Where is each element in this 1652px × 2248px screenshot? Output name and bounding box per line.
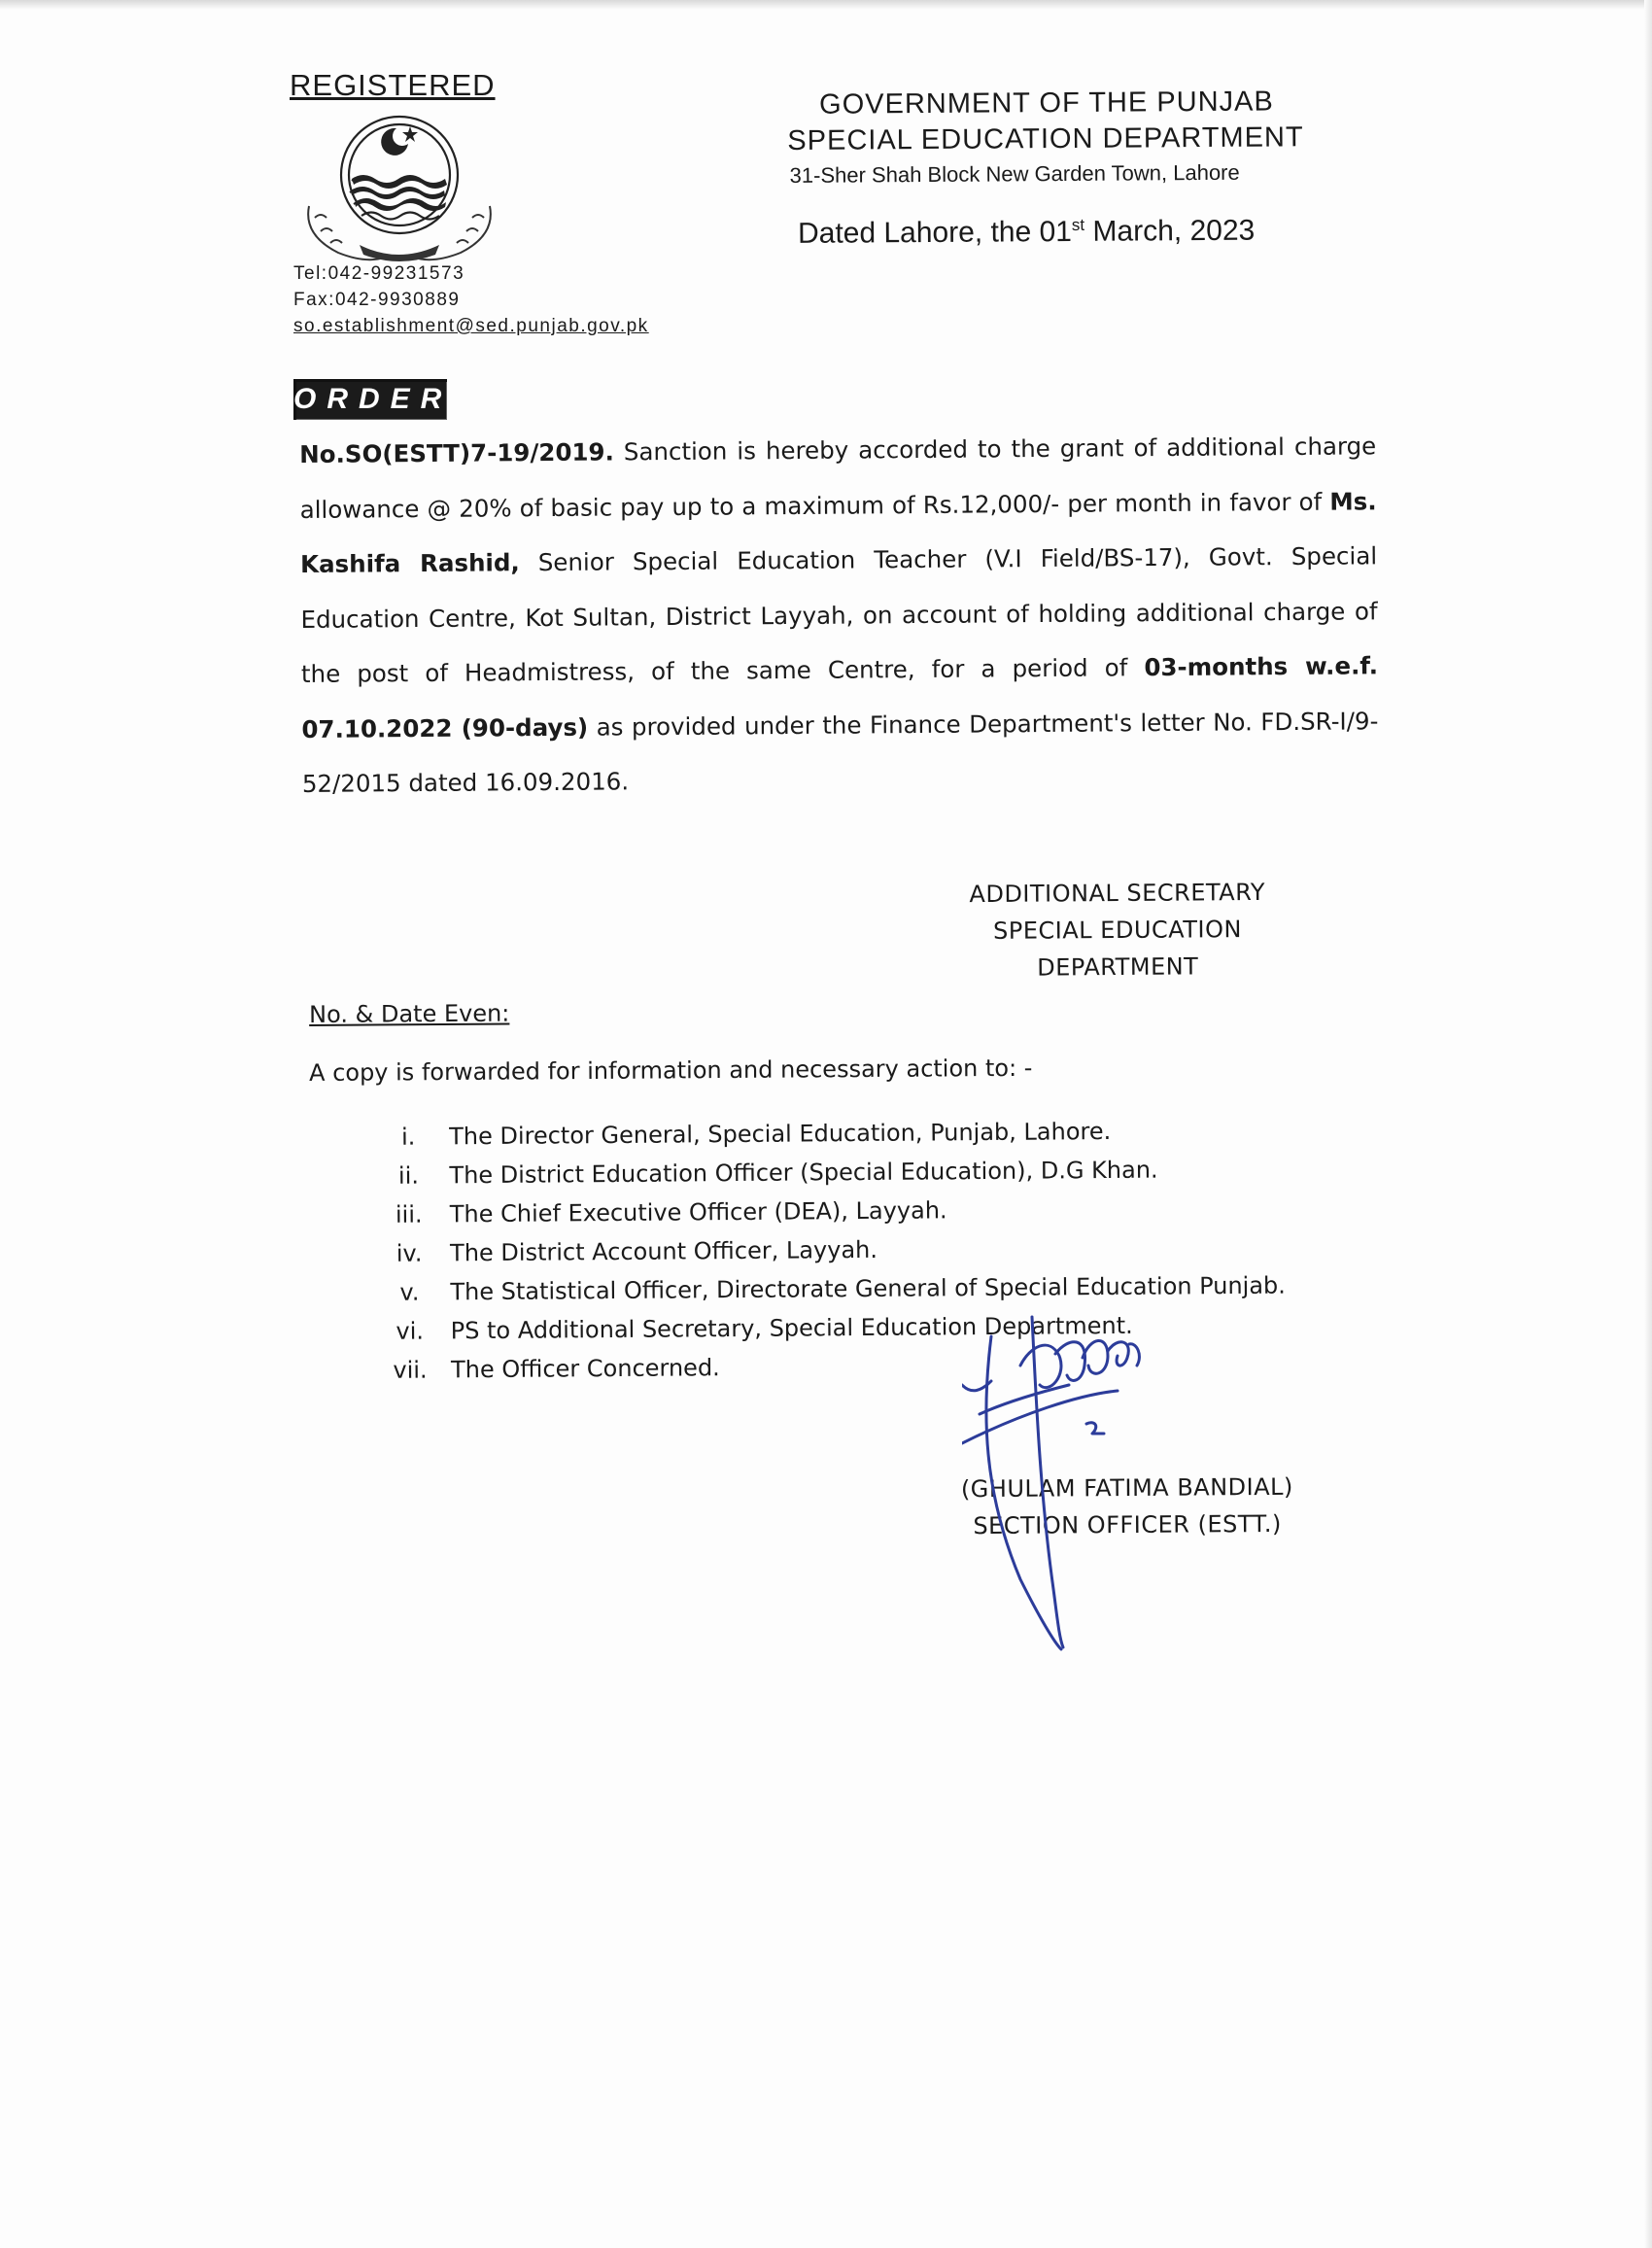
- order-text-2: Senior Special Education Teacher (V.I Field/BS-17), Govt. Special Education Centre, Kot Sultan, District Layyah, on account of holding additional charge of the post of Headmistress, of the same Centre, for a period of: [300, 541, 1378, 688]
- list-item-text: The Chief Executive Officer (DEA), Layyah.: [449, 1196, 947, 1228]
- no-date-even-heading: No. & Date Even:: [309, 999, 510, 1028]
- punjab-emblem-icon: [292, 109, 507, 276]
- list-item-number: vii.: [393, 1356, 428, 1384]
- order-text-3: as provided under the Finance Department's letter No. FD.SR-I/9-52/2015 dated 16.09.2016.: [301, 706, 1379, 798]
- registered-label: REGISTERED: [290, 68, 496, 102]
- handwritten-signature: [962, 1297, 1215, 1667]
- department-header: [787, 86, 1304, 251]
- list-item-number: i.: [400, 1123, 416, 1151]
- list-item-text: The Director General, Special Education, Punjab, Lahore.: [449, 1117, 1112, 1151]
- order-number: No.SO(ESTT)7-19/2019.: [299, 437, 614, 468]
- list-item-text: The Officer Concerned.: [450, 1354, 720, 1384]
- scan-edge-top: [0, 0, 1652, 10]
- list-item-text: The Statistical Officer, Directorate General of Special Education Punjab.: [450, 1271, 1286, 1306]
- department-address: 31-Sher Shah Block New Garden Town, Lahore: [789, 159, 1240, 188]
- department-title: SPECIAL EDUCATION DEPARTMENT: [787, 121, 1304, 156]
- copy-forward-intro: A copy is forwarded for information and necessary action to: -: [309, 1054, 1033, 1087]
- list-item-text: The District Account Officer, Layyah.: [449, 1235, 878, 1267]
- list-item-number: ii.: [397, 1161, 420, 1190]
- fax-text: Fax:042-9930889: [293, 290, 461, 310]
- scan-edge-right: [1644, 0, 1652, 2248]
- tel-text: Tel:042-99231573: [293, 263, 465, 284]
- list-item-number: vi.: [396, 1317, 425, 1345]
- signatory-line-3: DEPARTMENT: [1037, 952, 1199, 982]
- contact-block: [293, 260, 649, 339]
- date-ordinal: st: [1071, 215, 1085, 234]
- additional-secretary-block: [913, 874, 1323, 987]
- signatory-line-1: ADDITIONAL SECRETARY: [969, 878, 1266, 909]
- date-prefix: Dated Lahore, the 01: [797, 215, 1073, 250]
- order-title: ORDER: [293, 379, 447, 420]
- list-item-text: The District Education Officer (Special Education), D.G Khan.: [449, 1156, 1158, 1190]
- government-title: GOVERNMENT OF THE PUNJAB: [818, 86, 1274, 121]
- list-item-number: iv.: [396, 1239, 423, 1267]
- order-text-1: Sanction is hereby accorded to the grant of additional charge allowance @ 20% of basic pay up to a maximum of Rs.12,000/- per month in favor of: [299, 432, 1377, 524]
- list-item-number: v.: [399, 1278, 420, 1306]
- employee-name: Ms. Kashifa Rashid,: [299, 486, 1377, 578]
- officer-designation: SECTION OFFICER (ESTT.): [973, 1509, 1282, 1540]
- list-item-number: iii.: [395, 1200, 423, 1228]
- officer-name: (GHULAM FATIMA BANDIAL): [960, 1472, 1293, 1504]
- charge-period: 03-months w.e.f. 07.10.2022 (90-days): [301, 651, 1379, 744]
- order-body: [299, 419, 1379, 812]
- signatory-line-2: SPECIAL EDUCATION: [993, 916, 1242, 945]
- date-suffix: March, 2023: [1084, 214, 1256, 248]
- date-line: [788, 214, 1305, 251]
- email-link[interactable]: so.establishment@sed.punjab.gov.pk: [293, 316, 649, 336]
- list-item-text: PS to Additional Secretary, Special Education Department.: [450, 1311, 1133, 1345]
